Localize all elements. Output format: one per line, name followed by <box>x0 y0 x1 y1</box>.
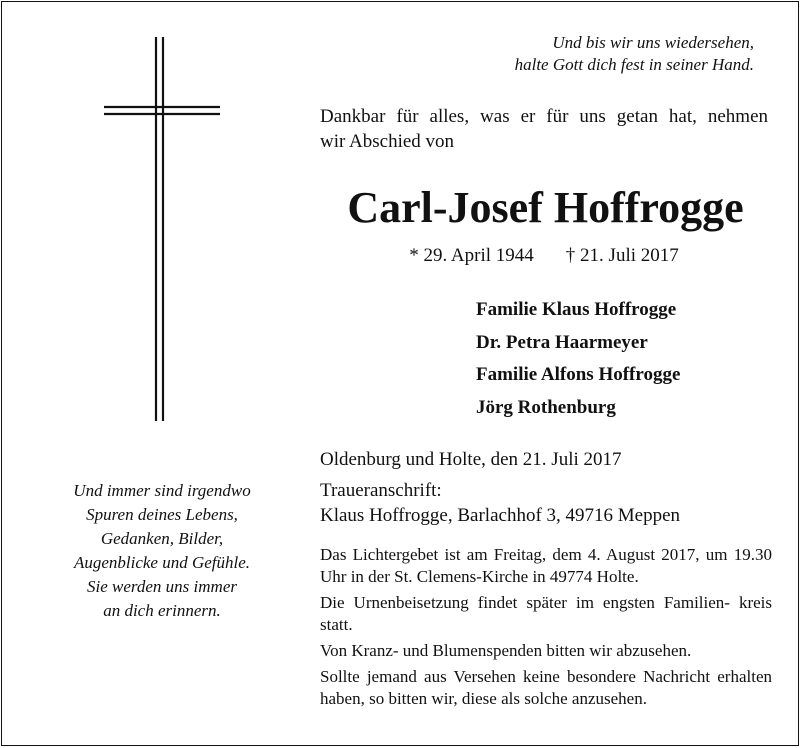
intro-text <box>320 104 768 154</box>
notification-paragraph: Sollte jemand aus Versehen keine besondere Nachricht erhalten haben, so bitten wir, diese als solche anzusehen. <box>320 667 772 708</box>
flowers-paragraph: Von Kranz- und Blumenspenden bitten wir abzusehen. <box>320 641 692 660</box>
motto-left-line: Gedanken, Bilder, <box>100 529 224 548</box>
obituary-notice <box>1 1 799 746</box>
place-date: Oldenburg und Holte, den 21. Juli 2017 <box>320 449 622 470</box>
birth-date: * 29. April 1944 <box>409 245 534 266</box>
death-date: † 21. Juli 2017 <box>565 245 679 266</box>
family-member: Jörg Rothenburg <box>476 396 616 418</box>
motto-top <box>432 32 754 76</box>
intro-line: wir Abschied von <box>320 131 455 152</box>
motto-top-line: halte Gott dich fest in seiner Hand. <box>514 55 754 74</box>
motto-left-line: Sie werden uns immer <box>87 577 237 596</box>
motto-left <box>22 479 302 623</box>
service-information <box>320 544 772 714</box>
memorial-service-paragraph: Das Lichtergebet ist am Freitag, dem 4. August 2017, um 19.30 Uhr in der St. Clemens-Kirche in 49774 Holte. <box>320 545 772 586</box>
motto-left-line: Augenblicke und Gefühle. <box>73 553 251 572</box>
family-member: Familie Alfons Hoffrogge <box>476 364 681 385</box>
motto-left-line: Und immer sind irgendwo <box>73 481 251 500</box>
motto-top-line: Und bis wir uns wiedersehen, <box>552 33 754 52</box>
family-member: Dr. Petra Haarmeyer <box>476 331 648 353</box>
cross-icon <box>102 35 222 425</box>
intro-line: Dankbar für alles, was er für uns getan hat, nehmen <box>320 106 768 127</box>
mourning-address-label: Traueranschrift: <box>320 480 442 501</box>
motto-left-line: an dich erinnern. <box>103 601 221 620</box>
family-list <box>476 294 776 424</box>
mourning-address-value: Klaus Hoffrogge, Barlachhof 3, 49716 Meppen <box>320 505 681 526</box>
mourning-address <box>320 478 770 528</box>
life-dates <box>320 243 768 268</box>
deceased-name: Carl-Josef Hoffrogge <box>347 183 744 232</box>
urn-burial-paragraph: Die Urnenbeisetzung findet später im engsten Familien- kreis statt. <box>320 593 772 634</box>
motto-left-line: Spuren deines Lebens, <box>86 505 238 524</box>
family-member: Familie Klaus Hoffrogge <box>476 299 677 320</box>
